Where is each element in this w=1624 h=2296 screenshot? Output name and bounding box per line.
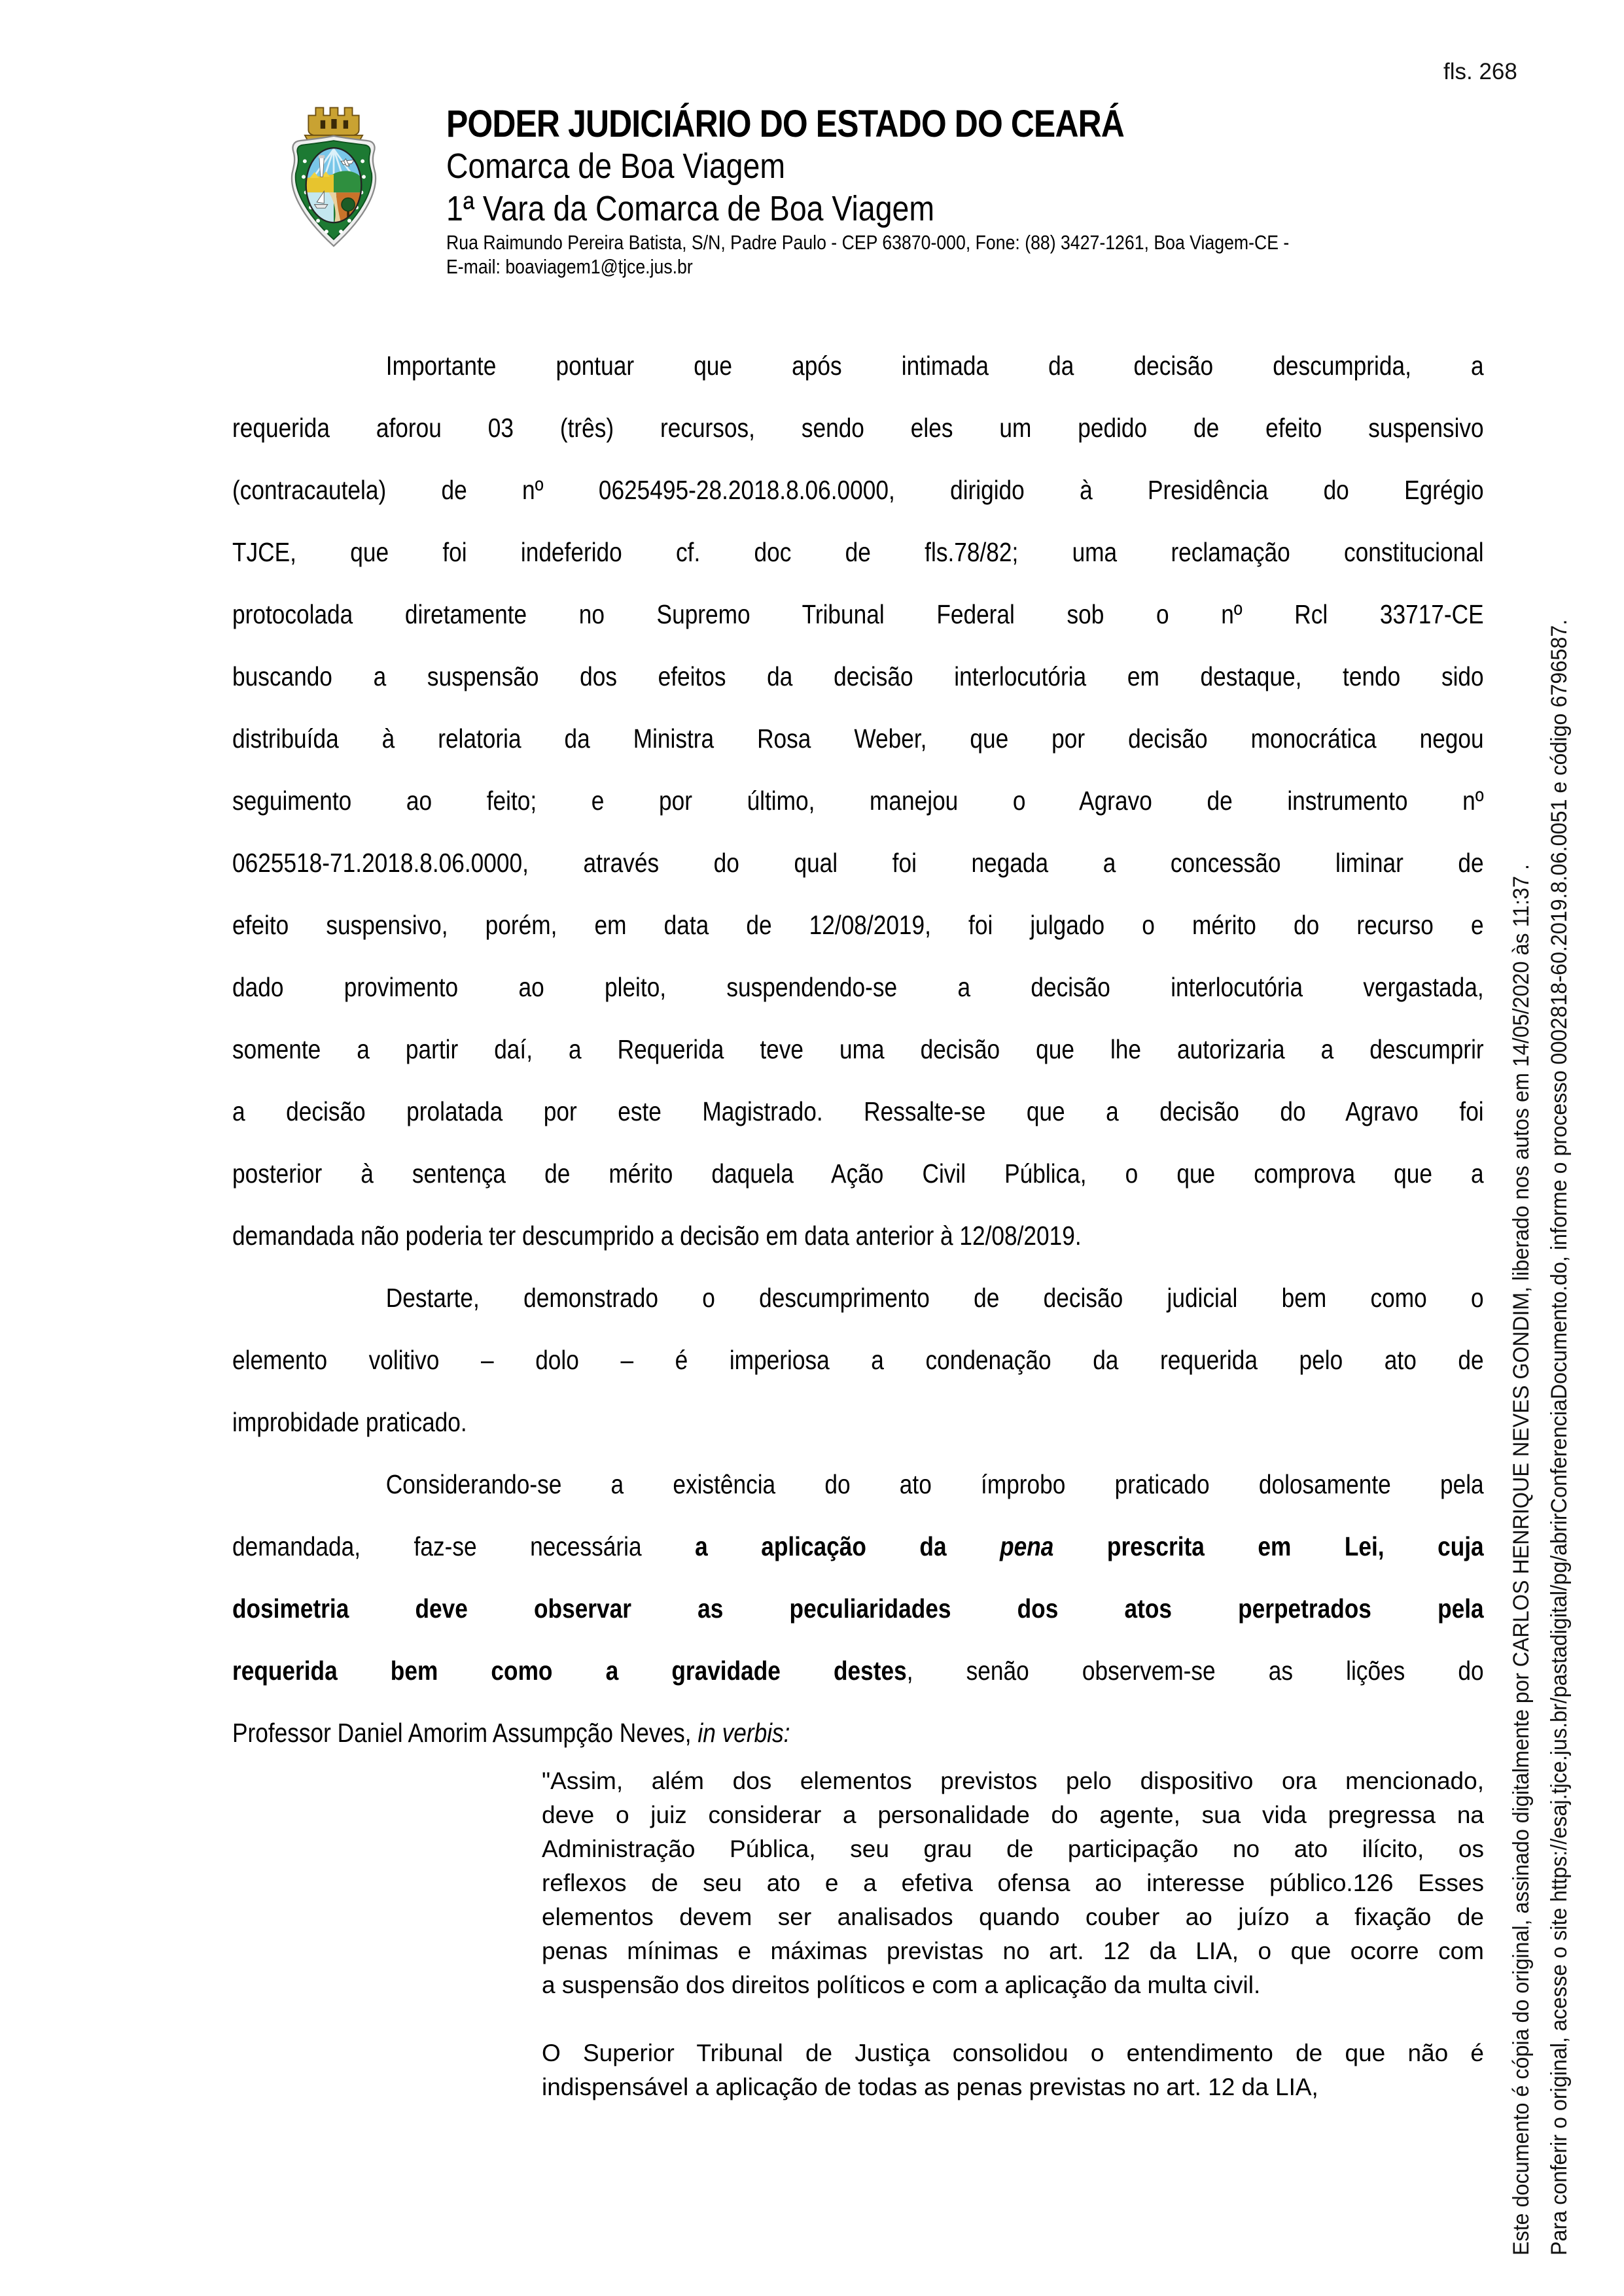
- text-line: posterior à sentença de mérito daquela Ação Civil Pública, o que comprova que a: [232, 1158, 1484, 1189]
- text-line: Importante pontuar que após intimada da decisão descumprida, a: [385, 351, 1484, 381]
- text-line: penas mínimas e máximas previstas no art. 12 da LIA, o que ocorre com: [542, 1938, 1484, 1964]
- text-segment: demandada, faz-se necessária: [232, 1531, 696, 1561]
- document-body: [232, 335, 1484, 2104]
- text-line: dado provimento ao pleito, suspendendo-se a decisão interlocutória vergastada,: [232, 972, 1484, 1002]
- text-line: buscando a suspensão dos efeitos da decisão interlocutória em destaque, tendo sido: [232, 661, 1484, 691]
- text-line: indispensável a aplicação de todas as penas previstas no art. 12 da LIA,: [542, 2074, 1318, 2100]
- quote-block: [542, 1764, 1484, 2104]
- text-line: [232, 1702, 1484, 1764]
- text-line: demandada não poderia ter descumprido a decisão em data anterior à 12/08/2019.: [232, 1221, 1082, 1251]
- text-segment: Professor Daniel Amorim Assumpção Neves,: [232, 1718, 698, 1748]
- text-line: somente a partir daí, a Requerida teve uma decisão que lhe autorizaria a descumprir: [232, 1034, 1484, 1064]
- text-line: Destarte, demonstrado o descumprimento de decisão judicial bem como o: [385, 1283, 1484, 1313]
- court-header: [446, 103, 1289, 279]
- text-line: (contracautela) de nº 0625495-28.2018.8.06.0000, dirigido à Presidência do Egrégio: [232, 475, 1484, 505]
- comarca-name: Comarca de Boa Viagem: [446, 147, 786, 186]
- paragraph-3: [232, 1453, 1484, 1764]
- text-segment: a aplicação da: [695, 1531, 1000, 1561]
- text-line: Administração Pública, seu grau de participação no ato ilícito, os: [542, 1835, 1484, 1862]
- text-line: requerida aforou 03 (três) recursos, sendo eles um pedido de efeito suspensivo: [232, 413, 1484, 443]
- text-line: efeito suspensivo, porém, em data de 12/08/2019, foi julgado o mérito do recurso e: [232, 910, 1484, 940]
- paragraph-1: [232, 335, 1484, 1267]
- stamp-line-2: Para conferir o original, acesse o site https://esaj.tjce.jus.br/pastadigital/pg/abrirConferenciaDocumento.do, informe o processo 0002818-60.2019.8.06.0051 e código 6796587.: [1547, 619, 1572, 2255]
- text-line: reflexos de seu ato e a efetiva ofensa ao interesse público.126 Esses: [542, 1870, 1484, 1896]
- text-segment: dosimetria deve observar as peculiaridades dos atos perpetrados pela: [232, 1593, 1484, 1624]
- address-line-1: Rua Raimundo Pereira Batista, S/N, Padre Paulo - CEP 63870-000, Fone: (88) 3427-1261, Boa Viagem-CE -: [446, 231, 1290, 254]
- address-line-2: E-mail: boaviagem1@tjce.jus.br: [446, 255, 693, 278]
- text-line: [232, 1516, 1484, 1578]
- text-segment: pena: [1000, 1531, 1054, 1561]
- court-name: PODER JUDICIÁRIO DO ESTADO DO CEARÁ: [446, 103, 1124, 145]
- text-line: a decisão prolatada por este Magistrado. Ressalte-se que a decisão do Agravo foi: [232, 1096, 1484, 1126]
- text-line: a suspensão dos direitos políticos e com a aplicação da multa civil.: [542, 1972, 1261, 1998]
- text-line: protocolada diretamente no Supremo Tribunal Federal sob o nº Rcl 33717-CE: [232, 599, 1484, 629]
- text-segment: in verbis:: [697, 1718, 790, 1748]
- text-line: [232, 1578, 1484, 1640]
- text-line: [232, 1453, 1484, 1516]
- text-line: improbidade praticado.: [232, 1407, 467, 1437]
- ceara-coat-of-arms-icon: [274, 99, 394, 259]
- text-line: elemento volitivo – dolo – é imperiosa a condenação da requerida pelo ato de: [232, 1345, 1484, 1375]
- text-segment: Considerando-se a existência do ato ímprobo praticado dolosamente pela: [385, 1469, 1484, 1499]
- stamp-line-1: Este documento é cópia do original, assinado digitalmente por CARLOS HENRIQUE NEVES GONDIM, liberado nos autos em 14/05/2020 às 11:37 .: [1509, 864, 1534, 2255]
- text-line: 0625518-71.2018.8.06.0000, através do qual foi negada a concessão liminar de: [232, 848, 1484, 878]
- paragraph-2: [232, 1267, 1484, 1453]
- text-line: TJCE, que foi indeferido cf. doc de fls.78/82; uma reclamação constitucional: [232, 537, 1484, 567]
- text-segment: , senão observem-se as lições do: [906, 1656, 1484, 1686]
- text-line: elementos devem ser analisados quando couber ao juízo a fixação de: [542, 1904, 1484, 1930]
- text-line: [232, 1640, 1484, 1702]
- text-segment: prescrita em Lei, cuja: [1053, 1531, 1484, 1561]
- text-line: distribuída à relatoria da Ministra Rosa Weber, que por decisão monocrática negou: [232, 723, 1484, 754]
- folio-label: fls. 268: [1443, 59, 1517, 84]
- text-line: "Assim, além dos elementos previstos pelo dispositivo ora mencionado,: [542, 1767, 1484, 1794]
- text-segment: requerida bem como a gravidade destes: [232, 1656, 907, 1686]
- text-line: O Superior Tribunal de Justiça consolidou o entendimento de que não é: [542, 2040, 1484, 2066]
- text-line: seguimento ao feito; e por último, manejou o Agravo de instrumento nº: [232, 786, 1484, 816]
- text-line: deve o juiz considerar a personalidade do agente, sua vida pregressa na: [542, 1801, 1484, 1828]
- vara-name: 1ª Vara da Comarca de Boa Viagem: [446, 189, 935, 228]
